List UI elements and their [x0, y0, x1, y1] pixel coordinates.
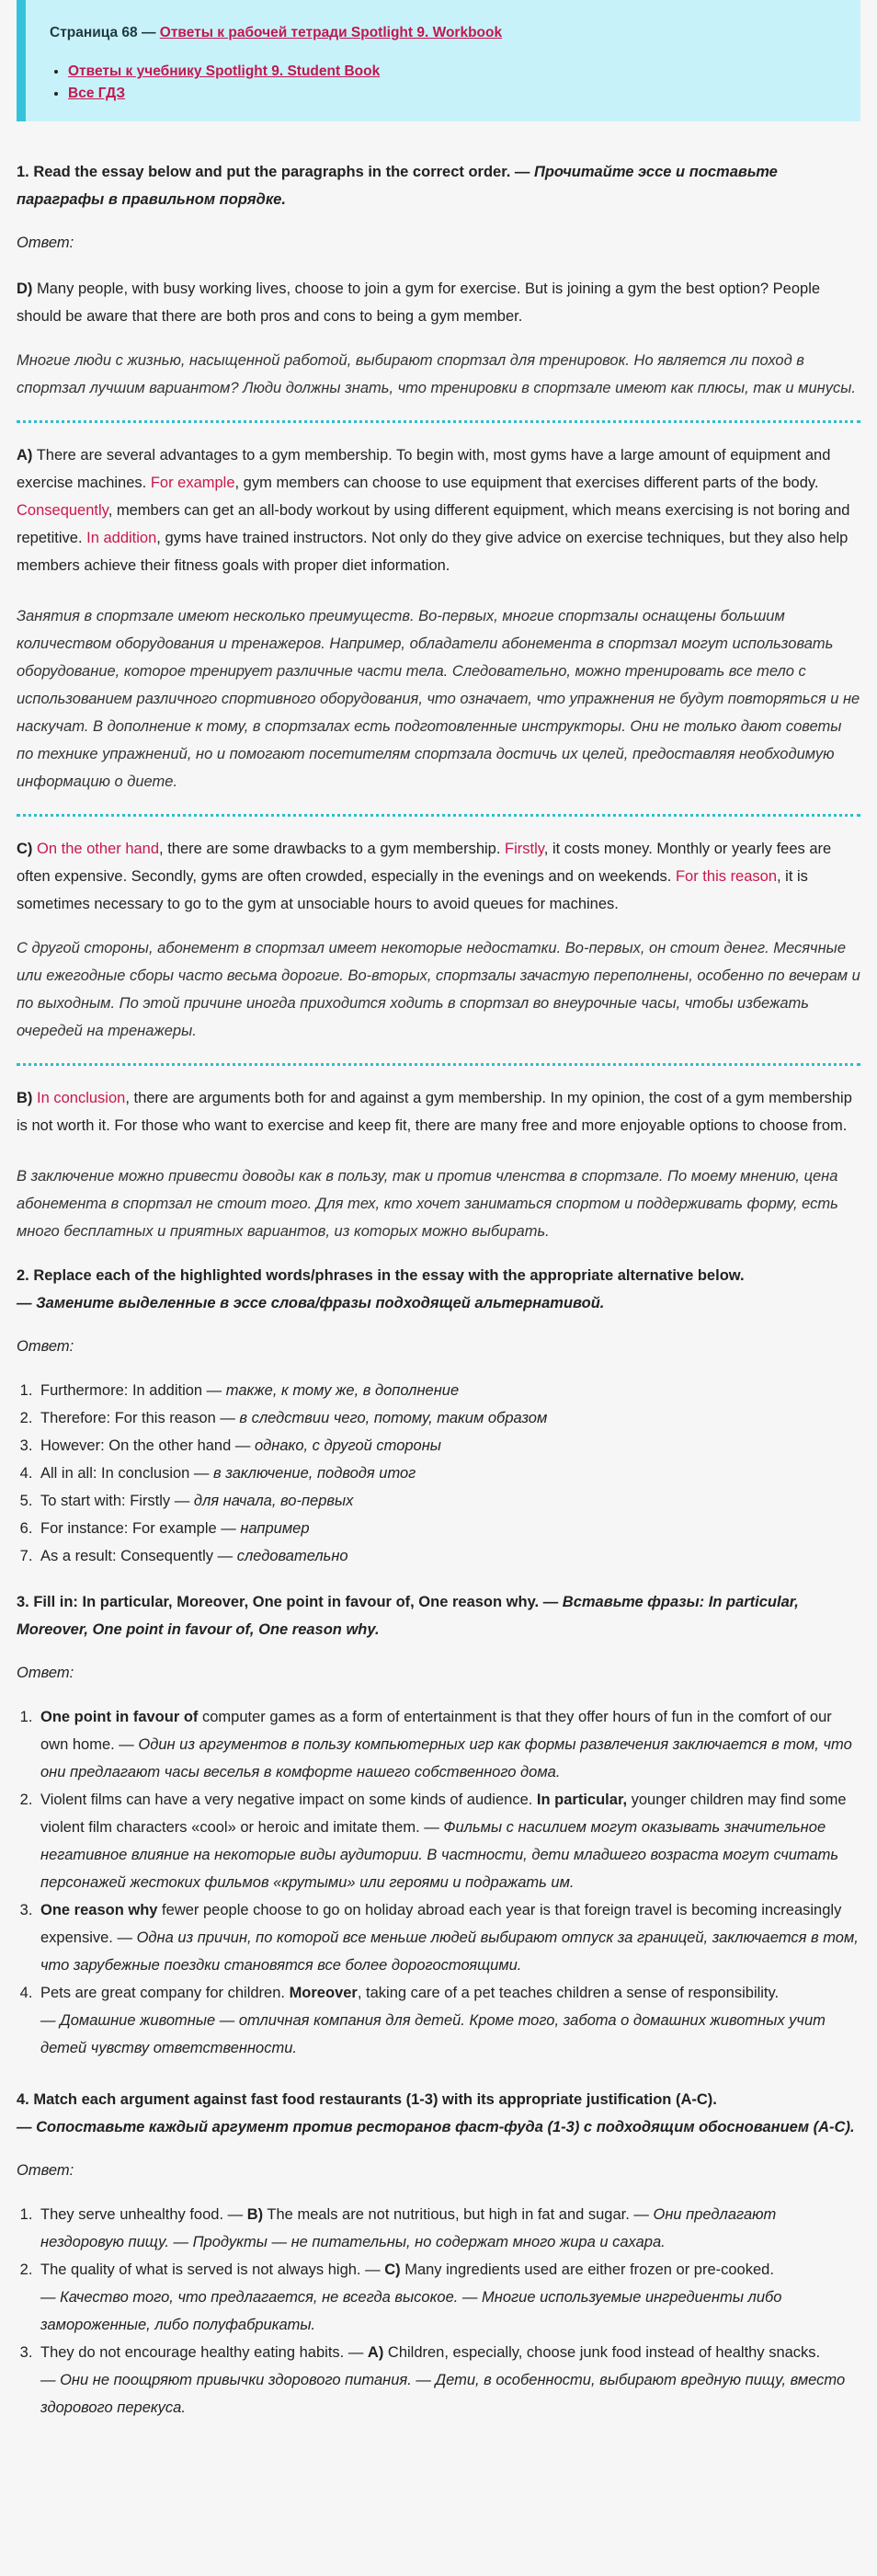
list-item: 1. They serve unhealthy food. — B) The meals are not nutritious, but high in fat and sugar. — Они предлагают нездоровую пищу. — Продукты — не питательны, но содержат много жира и сахара. [37, 2201, 860, 2256]
exercise-3-title: 3. Fill in: In particular, Moreover, One point in favour of, One reason why. — Вставьте фразы: In particular, Moreover, One point in favour of, One reason why. [17, 1594, 799, 1638]
list-item: 4. Pets are great company for children. Moreover, taking care of a pet teaches children a sense of responsibility. — Домашние животные — отличная компания для детей. Кроме того, забота о домашних животных учит детей чувству ответственности. [37, 1979, 860, 2062]
links-list [50, 61, 840, 105]
list-item: 2. The quality of what is served is not always high. — C) Many ingredients used are either frozen or pre-cooked. — Качество того, что предлагается, не всегда высокое. — Многие используемые ингредиенты либо замороженные, либо полуфабрикаты. [37, 2256, 860, 2339]
paragraph-d-translation: Многие люди с жизнью, насыщенной работой, выбирают спортзал для тренировок. Но является ли поход в спортзал лучшим вариантом? Люди должны знать, что тренировки в спортзале имеют как плюсы, так и минусы. [17, 352, 856, 396]
exercise-2-list [17, 1377, 860, 1570]
list-item: 2. Therefore: For this reason — в следствии чего, потому, таким образом [37, 1404, 860, 1432]
list-item: 3. They do not encourage healthy eating habits. — A) Children, especially, choose junk food instead of healthy snacks. — Они не поощряют привычки здорового питания. — Дети, в особенности, выбирают вредную пищу, вместо здорового перекуса. [37, 2339, 860, 2421]
exercise-2-title: 2. Replace each of the highlighted words/phrases in the essay with the appropriate alternative below. — Замените выделенные в эссе слова/фразы подходящей альтернативой. [17, 1267, 745, 1311]
paragraph-b: B) In conclusion, there are arguments both for and against a gym membership. In my opinion, the cost of a gym membership is not worth it. For those who want to exercise and keep fit, there are many free and more enjoyable options to choose from. [17, 1090, 852, 1134]
exercise-1-title: 1. Read the essay below and put the paragraphs in the correct order. — Прочитайте эссе и поставьте параграфы в правильном порядке. [17, 164, 778, 208]
paragraph-d: D) Many people, with busy working lives, choose to join a gym for exercise. But is joining a gym the best option? People should be aware that there are both pros and cons to being a gym member. [17, 280, 821, 325]
page-breadcrumb [50, 22, 840, 44]
list-item [68, 83, 840, 105]
main-content [0, 158, 877, 2421]
list-item: 1. One point in favour of computer games as a form of entertainment is that they offer hours of fun in the comfort of our own home. — Один из аргументов в пользу компьютерных игр как формы развлечения заключается в том, что они предлагают часы веселья в комфорте нашего собственного дома. [37, 1703, 860, 1786]
paragraph-a: A) There are several advantages to a gym membership. To begin with, most gyms have a large amount of equipment and exercise machines. For example, gym members can choose to use equipment that exercises different parts of the body. Consequently, members can get an all-body workout by using different equipment, which means exercising is not boring and repetitive. In addition, gyms have trained instructors. Not only do they give advice on exercise techniques, but they also help members achieve their fitness goals with proper diet information. [17, 447, 850, 574]
list-item: 1. Furthermore: In addition — также, к тому же, в дополнение [37, 1377, 860, 1404]
answer-label: Ответ: [17, 1665, 74, 1681]
page-label: Страница 68 — [50, 25, 160, 40]
list-item: 3. One reason why fewer people choose to go on holiday abroad each year is that foreign travel is becoming increasingly expensive. — Одна из причин, по которой все меньше людей выбирают отпуск за границей, заключается в том, что зарубежные поездки становятся все более дорогостоящими. [37, 1896, 860, 1979]
list-item: 3. However: On the other hand — однако, с другой стороны [37, 1432, 860, 1460]
list-item: 2. Violent films can have a very negative impact on some kinds of audience. In particular, younger children may find some violent film characters «cool» or heroic and imitate them. — Фильмы с насилием могут оказывать значительное негативное влияние на некоторые виды аудитории. В частности, дети младшего возраста могут считать персонажей жестоких фильмов «крутыми» или героями и подражать им. [37, 1786, 860, 1896]
answer-label: Ответ: [17, 235, 74, 251]
paragraph-b-translation: В заключение можно привести доводы как в пользу, так и против членства в спортзале. По моему мнению, цена абонемента в спортзал не стоит того. Для тех, кто хочет заниматься спортом и поддерживать форму, есть много бесплатных и приятных вариантов, из которых можно выбирать. [17, 1168, 838, 1240]
paragraph-a-translation: Занятия в спортзале имеют несколько преимуществ. Во-первых, многие спортзалы оснащены большим количеством оборудования и тренажеров. Например, обладатели абонемента в спортзал могут использовать оборудование, которое тренирует различные части тела. Следовательно, можно тренировать все тело с использованием различного спортивного оборудования, что означает, что упражнения не будут повторяться и не наскучат. В дополнение к тому, в спортзалах есть подготовленные инструкторы. Они не только дают советы по технике упражнений, но и помогают посетителям спортзала достичь их целей, предоставляя необходимую информацию о диете. [17, 608, 860, 790]
divider [17, 1063, 860, 1066]
answer-label: Ответ: [17, 1338, 74, 1355]
student-book-link[interactable]: Ответы к учебнику Spotlight 9. Student Book [68, 63, 381, 79]
all-gdz-link[interactable]: Все ГДЗ [68, 86, 126, 101]
exercise-4-list [17, 2201, 860, 2421]
list-item [68, 61, 840, 83]
answer-label: Ответ: [17, 2162, 74, 2179]
workbook-link[interactable]: Ответы к рабочей тетради Spotlight 9. Workbook [159, 25, 503, 40]
list-item: 4. All in all: In conclusion — в заключение, подводя итог [37, 1460, 860, 1487]
paragraph-c: C) On the other hand, there are some drawbacks to a gym membership. Firstly, it costs money. Monthly or yearly fees are often expensive. Secondly, gyms are often crowded, especially in the evenings and on weekends. For this reason, it is sometimes necessary to go to the gym at unsociable hours to avoid queues for machines. [17, 841, 832, 912]
list-item: 7. As a result: Consequently — следовательно [37, 1542, 860, 1570]
list-item: 6. For instance: For example — например [37, 1515, 860, 1542]
list-item: 5. To start with: Firstly — для начала, во-первых [37, 1487, 860, 1515]
exercise-4-title: 4. Match each argument against fast food restaurants (1-3) with its appropriate justification (A-C). — Сопоставьте каждый аргумент против ресторанов фаст-фуда (1-3) с подходящим обоснованием (A-C). [17, 2091, 855, 2135]
paragraph-c-translation: С другой стороны, абонемент в спортзал имеет некоторые недостатки. Во-первых, он стоит денег. Месячные или ежегодные сборы часто весьма дорогие. Во-вторых, спортзалы зачастую переполнены, особенно по вечерам и по выходным. По этой причине иногда приходится ходить в спортзал во внеурочные часы, чтобы избежать очередей на тренажеры. [17, 940, 860, 1039]
related-links-box [17, 0, 860, 121]
exercise-3-list [17, 1703, 860, 2062]
divider [17, 814, 860, 817]
divider [17, 420, 860, 423]
